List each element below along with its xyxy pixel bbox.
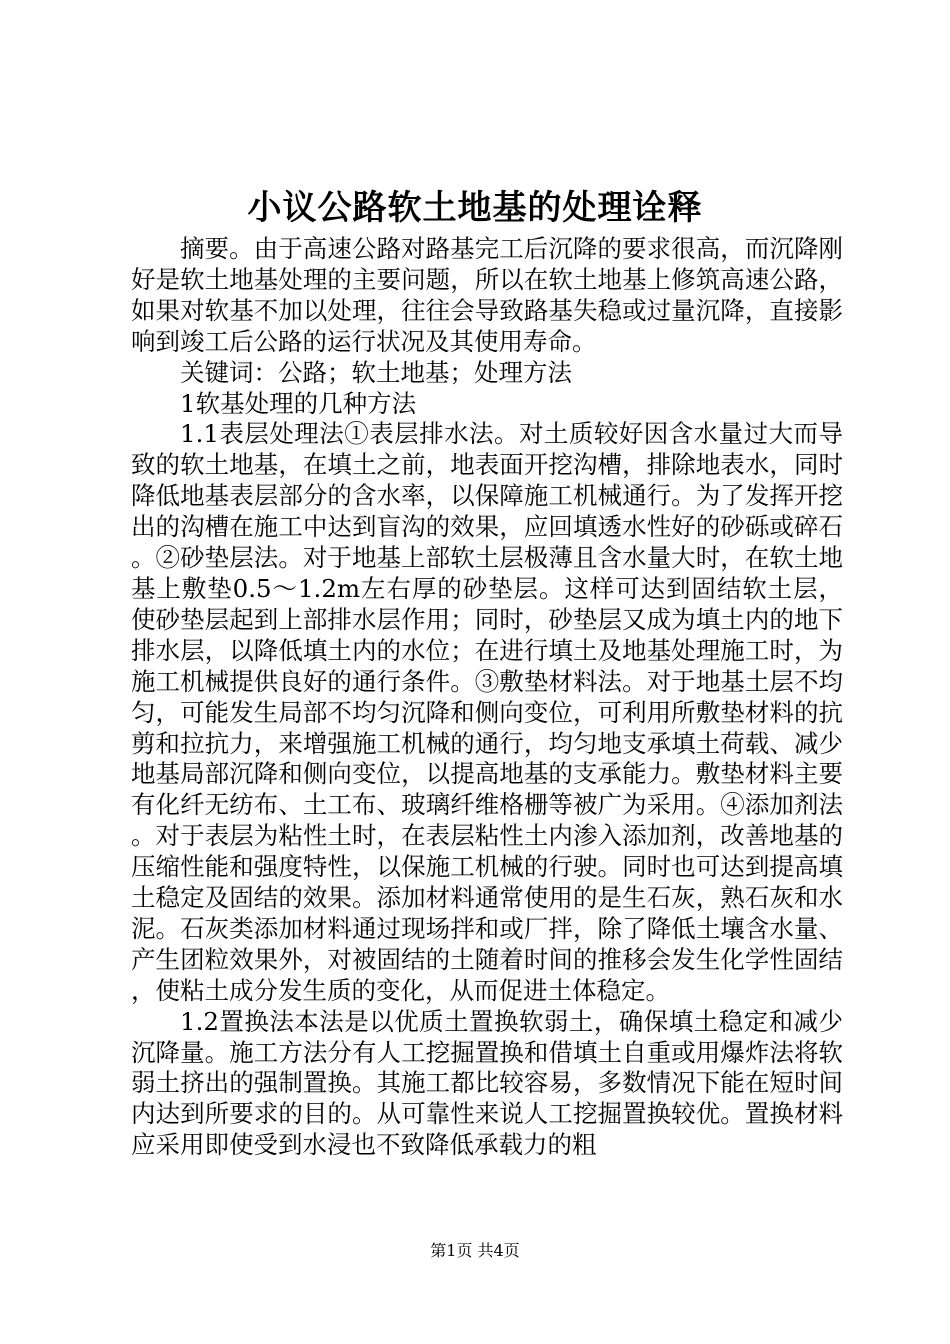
- page-footer: 第1页 共4页: [430, 1241, 520, 1260]
- section-1-2-paragraph: 1.2置换法本法是以优质土置换软弱土，确保填土稳定和减少沉降量。施工方法分有人工挖掘置换和借填土自重或用爆炸法将软弱土挤出的强制置换。其施工都比较容易，多数情况下能在短时间内达到所要求的目的。从可靠性来说人工挖掘置换较优。置换材料应采用即使受到水浸也不致降低承载力的粗: [131, 1006, 843, 1160]
- section-1-1-paragraph: 1.1表层处理法①表层排水法。对土质较好因含水量过大而导致的软土地基，在填土之前，地表面开挖沟槽，排除地表水，同时降低地基表层部分的含水率，以保障施工机械通行。为了发挥开挖出的沟槽在施工中达到盲沟的效果，应回填透水性好的砂砾或碎石。②砂垫层法。对于地基上部软土层极薄且含水量大时，在软土地基上敷垫0.5～1.2m左右厚的砂垫层。这样可达到固结软土层，使砂垫层起到上部排水层作用；同时，砂垫层又成为填土内的地下排水层，以降低填土内的水位；在进行填土及地基处理施工时，为施工机械提供良好的通行条件。③敷垫材料法。对于地基土层不均匀，可能发生局部不均匀沉降和侧向变位，可利用所敷垫材料的抗剪和拉抗力，来增强施工机械的通行，均匀地支承填土荷载、减少地基局部沉降和侧向变位，以提高地基的支承能力。敷垫材料主要有化纤无纺布、土工布、玻璃纤维格栅等被广为采用。④添加剂法。对于表层为粘性土时，在表层粘性土内渗入添加剂，改善地基的压缩性能和强度特性，以保施工机械的行驶。同时也可达到提高填土稳定及固结的效果。添加材料通常使用的是生石灰，熟石灰和水泥。石灰类添加材料通过现场拌和或厂拌，除了降低土壤含水量、产生团粒效果外，对被固结的土随着时间的推移会发生化学性固结，使粘土成分发生质的变化，从而促进土体稳定。: [131, 419, 843, 1005]
- section-heading: 1软基处理的几种方法: [180, 388, 417, 418]
- keywords-paragraph: 关键词：公路；软土地基；处理方法: [180, 357, 572, 387]
- document-body: [131, 234, 843, 1161]
- document-title: 小议公路软土地基的处理诠释: [247, 188, 703, 228]
- abstract-paragraph: 摘要。由于高速公路对路基完工后沉降的要求很高，而沉降刚好是软土地基处理的主要问题，所以在软土地基上修筑高速公路，如果对软基不加以处理，往往会导致路基失稳或过量沉降，直接影响到竣工后公路的运行状况及其使用寿命。: [131, 234, 843, 356]
